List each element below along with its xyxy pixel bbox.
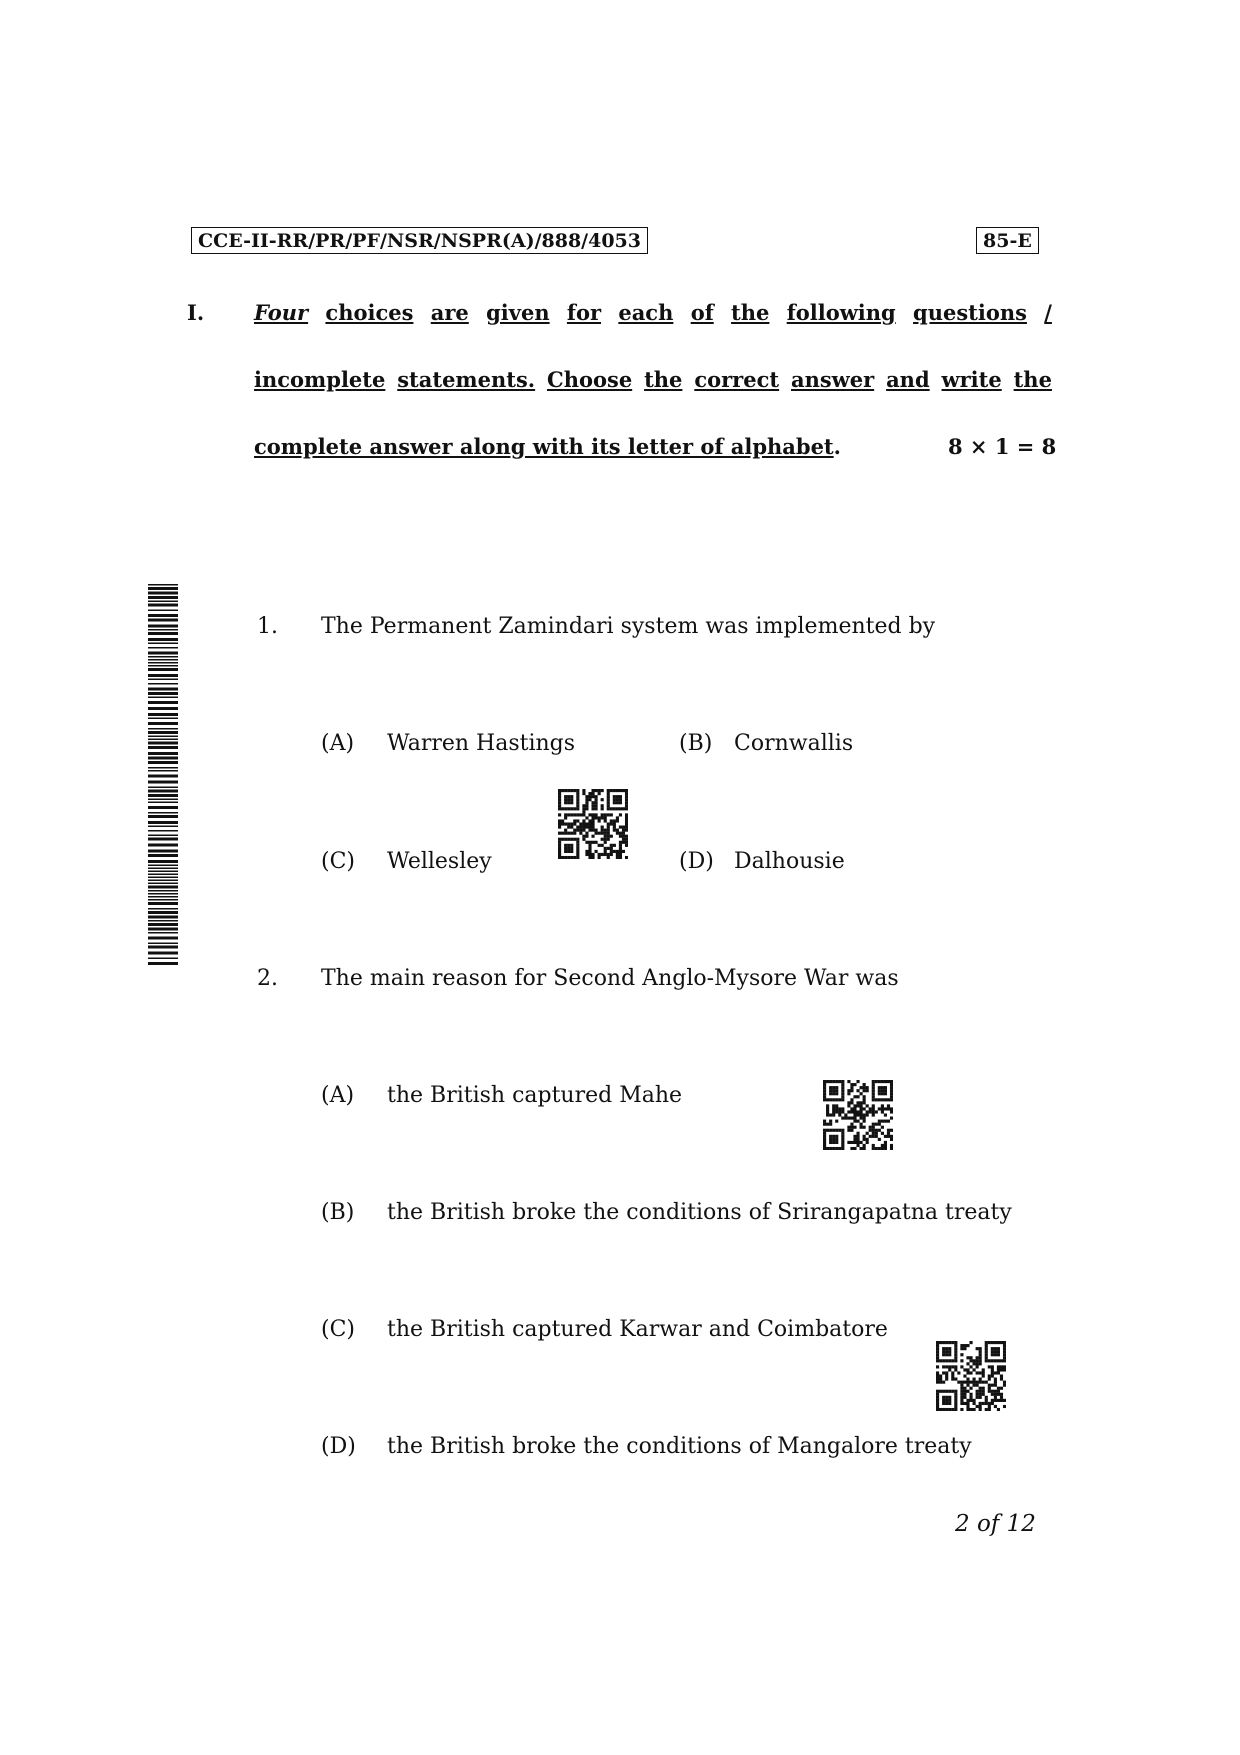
instruction-word: the bbox=[731, 300, 770, 325]
section-number: I. bbox=[187, 300, 205, 325]
instruction-word: / bbox=[1044, 300, 1052, 325]
option-letter: (A) bbox=[321, 1083, 355, 1108]
option-letter: (D) bbox=[321, 1434, 356, 1459]
option-text: the British captured Karwar and Coimbatore bbox=[387, 1317, 888, 1342]
instruction-lead-word: Four bbox=[254, 300, 309, 325]
question-text: The main reason for Second Anglo-Mysore War was bbox=[321, 966, 899, 991]
option-letter: (B) bbox=[679, 731, 713, 756]
instruction-word: and bbox=[886, 367, 930, 392]
instruction-word: answer bbox=[790, 367, 875, 392]
instruction-word: the bbox=[1013, 367, 1052, 392]
instruction-word: incomplete bbox=[254, 367, 386, 392]
option-letter: (A) bbox=[321, 731, 355, 756]
option-letter: (C) bbox=[321, 1317, 355, 1342]
option-letter: (D) bbox=[679, 849, 714, 874]
page-number: 2 of 12 bbox=[955, 1511, 1036, 1537]
qr-code-graphic bbox=[823, 1080, 893, 1150]
instruction-word: are bbox=[430, 300, 469, 325]
paper-id: 85-E bbox=[983, 230, 1032, 252]
instruction-word: of bbox=[690, 300, 714, 325]
barcode bbox=[148, 584, 178, 970]
option-text: Cornwallis bbox=[734, 731, 854, 756]
instruction-text: complete answer along with its letter of alphabet bbox=[254, 434, 834, 459]
instruction-word: for bbox=[566, 300, 602, 325]
question-number: 1. bbox=[257, 614, 278, 639]
qr-code bbox=[936, 1341, 1006, 1411]
instruction-word: Choose bbox=[547, 367, 633, 392]
qr-code-graphic bbox=[936, 1341, 1006, 1411]
instruction-word: questions bbox=[913, 300, 1027, 325]
qr-code bbox=[823, 1080, 893, 1150]
option-text: Warren Hastings bbox=[387, 731, 576, 756]
instruction-line-3 bbox=[254, 434, 841, 459]
instruction-word: each bbox=[618, 300, 674, 325]
question-text: The Permanent Zamindari system was implemented by bbox=[321, 614, 936, 639]
instruction-line-1 bbox=[254, 300, 1052, 325]
qr-code bbox=[558, 789, 628, 859]
option-letter: (C) bbox=[321, 849, 355, 874]
paper-code-box bbox=[191, 227, 648, 254]
instruction-period: . bbox=[833, 434, 841, 459]
option-text: Wellesley bbox=[387, 849, 492, 874]
instruction-word: given bbox=[486, 300, 550, 325]
instruction-word: choices bbox=[325, 300, 414, 325]
marks-allocation: 8 × 1 = 8 bbox=[948, 434, 1057, 459]
barcode-graphic bbox=[148, 584, 178, 966]
option-text: the British broke the conditions of Srirangapatna treaty bbox=[387, 1200, 1012, 1225]
option-letter: (B) bbox=[321, 1200, 355, 1225]
paper-code: CCE-II-RR/PR/PF/NSR/NSPR(A)/888/4053 bbox=[198, 230, 642, 252]
instruction-word: statements. bbox=[397, 367, 536, 392]
paper-id-box bbox=[976, 227, 1039, 254]
option-text: the British captured Mahe bbox=[387, 1083, 683, 1108]
instruction-line-2 bbox=[254, 367, 1052, 392]
option-text: Dalhousie bbox=[734, 849, 845, 874]
qr-code-graphic bbox=[558, 789, 628, 859]
instruction-word: correct bbox=[694, 367, 780, 392]
instruction-word: the bbox=[644, 367, 683, 392]
option-text: the British broke the conditions of Mangalore treaty bbox=[387, 1434, 972, 1459]
instruction-word: following bbox=[786, 300, 896, 325]
instruction-word: write bbox=[941, 367, 1002, 392]
question-number: 2. bbox=[257, 966, 278, 991]
